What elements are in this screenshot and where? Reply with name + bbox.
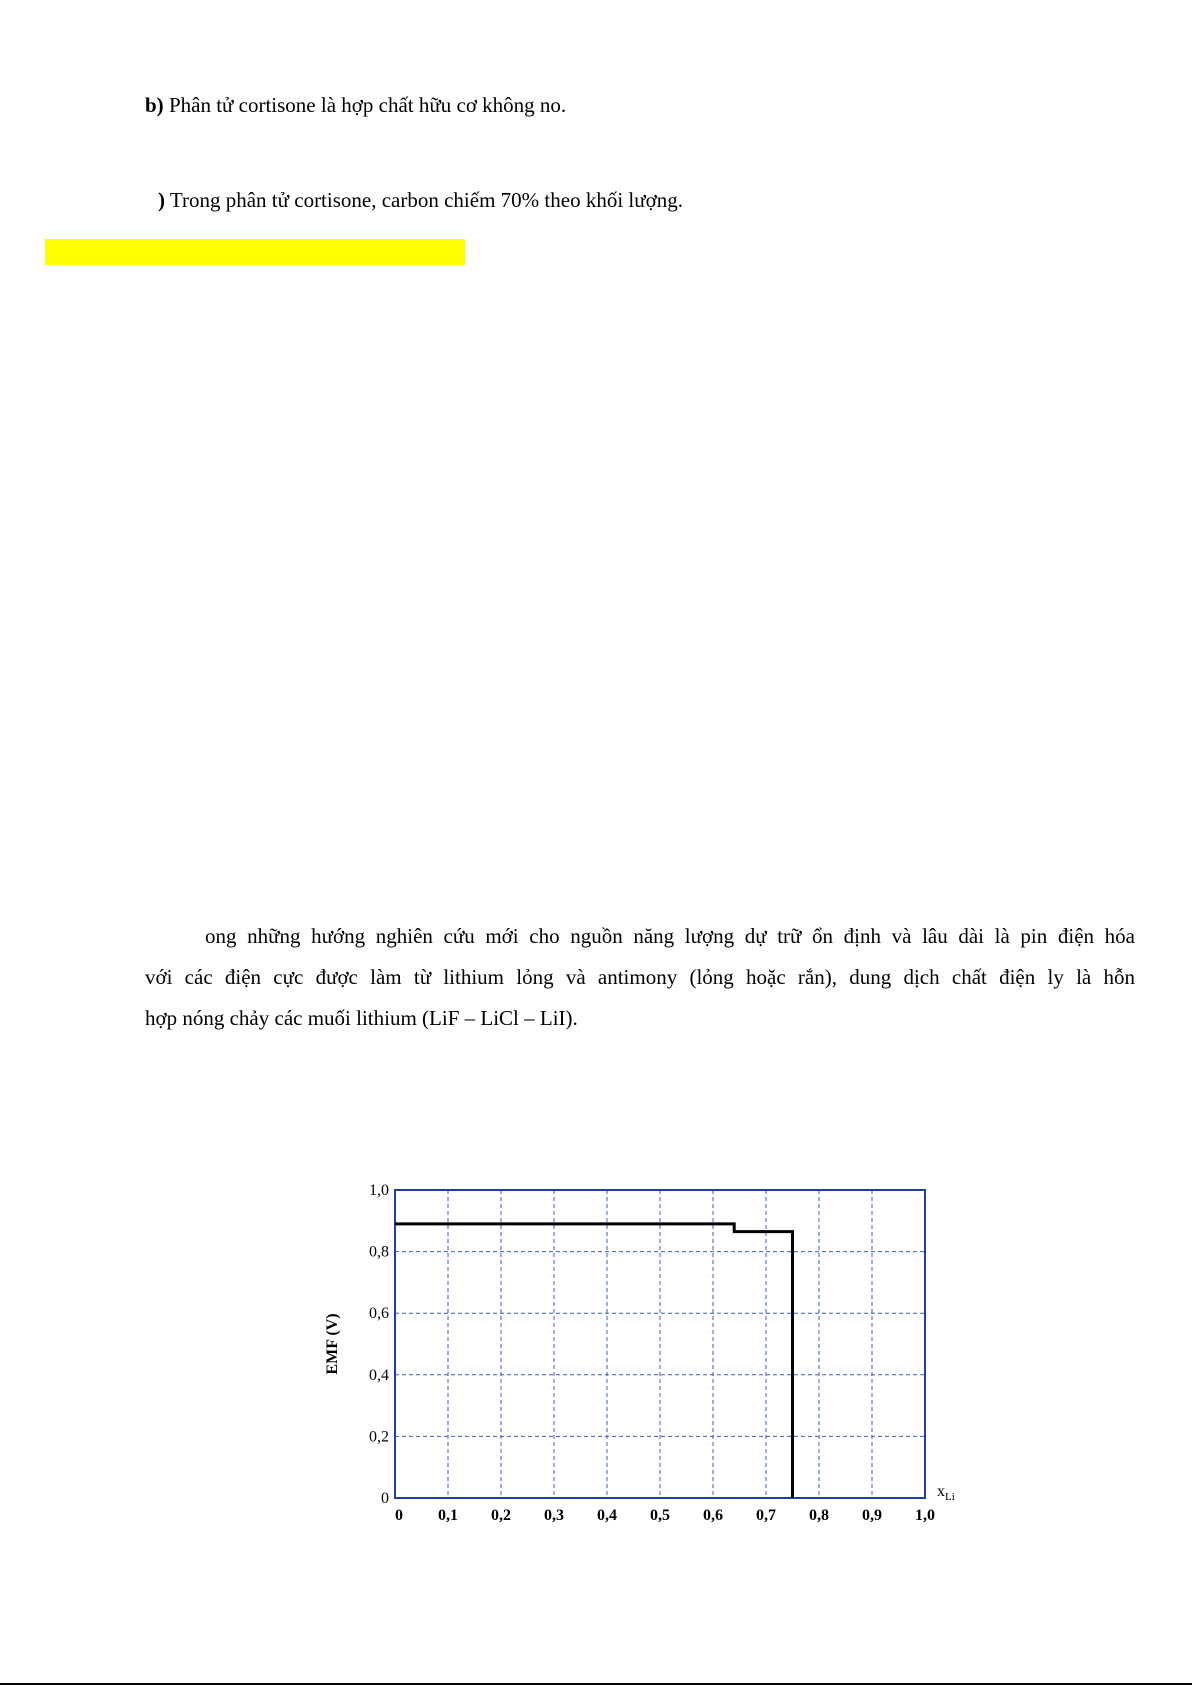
x-tick-label: 0,2 xyxy=(491,1507,511,1524)
emf-chart xyxy=(310,1170,970,1545)
x-axis-label-main: x xyxy=(937,1483,945,1500)
y-axis-label: EMF (V) xyxy=(324,1313,341,1375)
x-tick-label: 0,3 xyxy=(544,1507,564,1524)
x-tick-label: 0,5 xyxy=(650,1507,670,1524)
y-tick-label: 0,6 xyxy=(369,1305,389,1323)
x-tick-label: 0,9 xyxy=(862,1507,882,1524)
x-tick-label: 0,4 xyxy=(597,1507,617,1524)
statement-b: Phân tử cortisone là hợp chất hữu cơ không no. xyxy=(168,93,567,117)
y-tick-label: 0,2 xyxy=(369,1428,389,1446)
x-tick-label: 0 xyxy=(395,1507,403,1524)
x-tick-label: 1,0 xyxy=(915,1507,935,1524)
x-tick-label: 0,6 xyxy=(703,1507,723,1524)
y-tick-label: 0,4 xyxy=(369,1366,389,1384)
line-b xyxy=(145,95,566,116)
paragraph-line-2: với các điện cực được làm từ lithium lỏng và antimony (lỏng hoặc rắn), dung dịch chất điện ly là hỗn xyxy=(145,965,1135,989)
line-c xyxy=(158,190,683,211)
label-b: b) xyxy=(145,93,164,117)
emf-chart-svg xyxy=(310,1170,970,1545)
highlight-bar xyxy=(45,239,465,265)
x-tick-label: 0,8 xyxy=(809,1507,829,1524)
x-tick-label: 0,7 xyxy=(756,1507,776,1524)
y-tick-label: 1,0 xyxy=(369,1182,389,1199)
chart-background xyxy=(310,1170,970,1545)
x-tick-label: 0,1 xyxy=(438,1507,458,1524)
paragraph-line-3: hợp nóng chảy các muối lithium (LiF – LiCl – LiI). xyxy=(145,1006,578,1030)
x-axis-label-sub: Li xyxy=(945,1491,955,1503)
paragraph-line-1: ong những hướng nghiên cứu mới cho nguồn năng lượng dự trữ ổn định và lâu dài là pin điện hóa xyxy=(205,924,1135,948)
intro-paragraph xyxy=(145,926,1135,1036)
statement-c: Trong phân tử cortisone, carbon chiếm 70% theo khối lượng. xyxy=(169,188,683,212)
label-c: ) xyxy=(158,188,165,212)
y-tick-label: 0,8 xyxy=(369,1243,389,1261)
y-tick-label: 0 xyxy=(381,1490,389,1507)
